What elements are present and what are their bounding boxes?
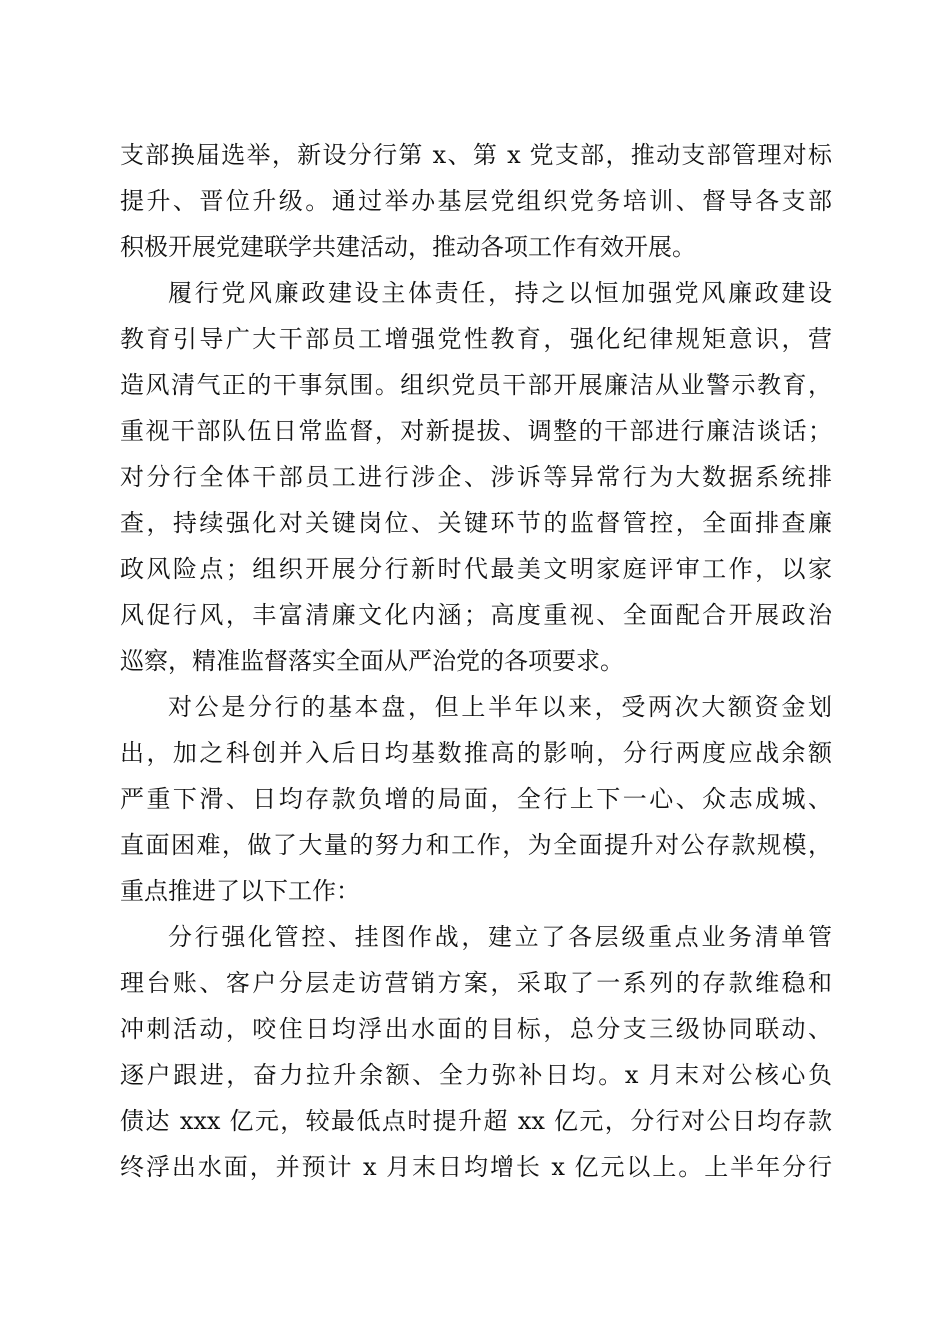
text-line: 理台账、客户分层走访营销方案，采取了一系列的存款维稳和 (120, 969, 832, 997)
text-line: 债达 xxx 亿元，较最低点时提升超 xx 亿元，分行对公日均存款 (120, 1107, 832, 1135)
text-line: 风促行风，丰富清廉文化内涵；高度重视、全面配合开展政治 (120, 601, 832, 629)
text-line: 重点推进了以下工作： (120, 877, 360, 905)
text-line: 造风清气正的干事氛围。组织党员干部开展廉洁从业警示教育， (120, 371, 832, 399)
text-line: 严重下滑、日均存款负增的局面，全行上下一心、众志成城、 (120, 785, 832, 813)
text-line: 出，加之科创并入后日均基数推高的影响，分行两度应战余额 (120, 739, 832, 767)
text-line: 分行强化管控、挂图作战，建立了各层级重点业务清单管 (168, 923, 832, 951)
document-body (120, 132, 832, 1190)
paragraph-2 (120, 270, 832, 684)
text-line: 重视干部队伍日常监督，对新提拔、调整的干部进行廉洁谈话； (120, 417, 832, 445)
text-line: 对公是分行的基本盘，但上半年以来，受两次大额资金划 (168, 693, 832, 721)
text-line: 教育引导广大干部员工增强党性教育，强化纪律规矩意识，营 (120, 325, 832, 353)
text-line: 巡察，精准监督落实全面从严治党的各项要求。 (120, 647, 624, 675)
text-line: 终浮出水面，并预计 x 月末日均增长 x 亿元以上。上半年分行 (120, 1153, 832, 1181)
text-line: 支部换届选举，新设分行第 x、第 x 党支部，推动支部管理对标 (120, 141, 832, 169)
text-line: 积极开展党建联学共建活动，推动各项工作有效开展。 (120, 233, 696, 261)
text-line: 查，持续强化对关键岗位、关键环节的监督管控，全面排查廉 (120, 509, 832, 537)
text-line: 逐户跟进，奋力拉升余额、全力弥补日均。x 月末对公核心负 (120, 1061, 832, 1089)
text-line: 履行党风廉政建设主体责任，持之以恒加强党风廉政建设 (168, 279, 832, 307)
text-line: 政风险点；组织开展分行新时代最美文明家庭评审工作，以家 (120, 555, 832, 583)
text-line: 直面困难，做了大量的努力和工作，为全面提升对公存款规模， (120, 831, 832, 859)
paragraph-4 (120, 914, 832, 1190)
text-line: 提升、晋位升级。通过举办基层党组织党务培训、督导各支部 (120, 187, 832, 215)
text-line: 对分行全体干部员工进行涉企、涉诉等异常行为大数据系统排 (120, 463, 832, 491)
text-line: 冲刺活动，咬住日均浮出水面的目标，总分支三级协同联动、 (120, 1015, 832, 1043)
paragraph-1 (120, 132, 832, 270)
paragraph-3 (120, 684, 832, 914)
